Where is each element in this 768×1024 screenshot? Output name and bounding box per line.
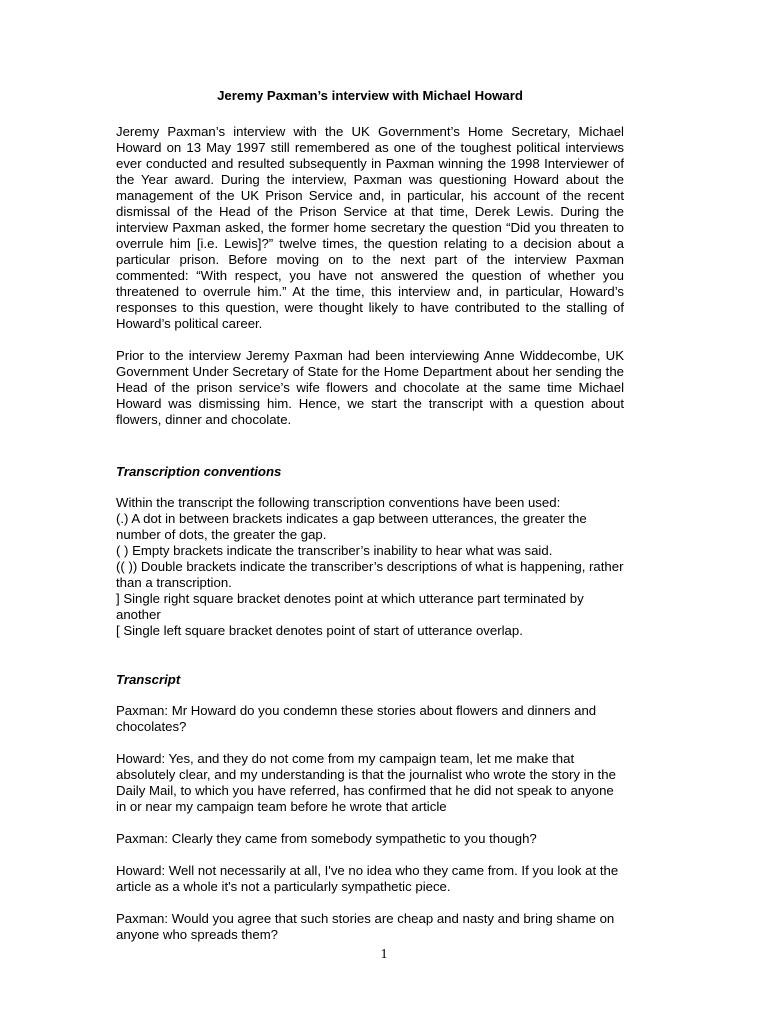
convention-line: (( )) Double brackets indicate the transcriber’s descriptions of what is happening, rather than a transcription. [116, 559, 624, 590]
convention-line: ] Single right square bracket denotes point at which utterance part terminated by another [116, 591, 584, 622]
document-page [116, 88, 624, 943]
conventions-list [116, 495, 624, 639]
convention-line: (.) A dot in between brackets indicates a gap between utterances, the greater the number of dots, the greater the gap. [116, 511, 587, 542]
transcript-turn: Howard: Yes, and they do not come from my campaign team, let me make that absolutely clear, and my understanding is that the journalist who wrote the story in the Daily Mail, to which you have referred, has confirmed that he did not speak to anyone in or near my campaign team before he wrote that article [116, 751, 616, 814]
transcript-turn: Howard: Well not necessarily at all, I've no idea who they came from. If you look at the article as a whole it's not a particularly sympathetic piece. [116, 863, 619, 894]
document-title: Jeremy Paxman’s interview with Michael Howard [217, 88, 523, 103]
convention-line: ( ) Empty brackets indicate the transcriber’s inability to hear what was said. [116, 543, 553, 558]
convention-line: [ Single left square bracket denotes point of start of utterance overlap. [116, 623, 523, 638]
page-number: 1 [380, 947, 388, 962]
intro-paragraph: Prior to the interview Jeremy Paxman had been interviewing Anne Widdecombe, UK Government Under Secretary of State for the Home Department about her sending the Head of the prison service’s wife flowers and chocolate at the same time Michael Howard was dismissing him. Hence, we start the transcript with a question about flowers, dinner and chocolate. [116, 348, 624, 427]
intro-paragraph: Jeremy Paxman’s interview with the UK Government’s Home Secretary, Michael Howard on 13 May 1997 still remembered as one of the toughest political interviews ever conducted and resulted subsequently in Paxman winning the 1998 Interviewer of the Year award. During the interview, Paxman was questioning Howard about the management of the UK Prison Service and, in particular, his account of the recent dismissal of the Head of the Prison Service at that time, Derek Lewis. During the interview Paxman asked, the former home secretary the question “Did you threaten to overrule him [i.e. Lewis]?” twelve times, the question relating to a decision about a particular prison. Before moving on to the next part of the interview Paxman commented: “With respect, you have not answered the question of whether you threatened to overrule him.” At the time, this interview and, in particular, Howard’s responses to this question, were thought likely to have contributed to the stalling of Howard’s political career. [116, 124, 624, 331]
convention-line: Within the transcript the following transcription conventions have been used: [116, 495, 561, 510]
conventions-heading: Transcription conventions [116, 464, 282, 479]
transcript-heading: Transcript [116, 672, 181, 687]
transcript-turn: Paxman: Mr Howard do you condemn these stories about flowers and dinners and chocolates? [116, 703, 597, 734]
transcript-turn: Paxman: Clearly they came from somebody sympathetic to you though? [116, 831, 537, 846]
transcript-turn: Paxman: Would you agree that such stories are cheap and nasty and bring shame on anyone who spreads them? [116, 911, 615, 942]
